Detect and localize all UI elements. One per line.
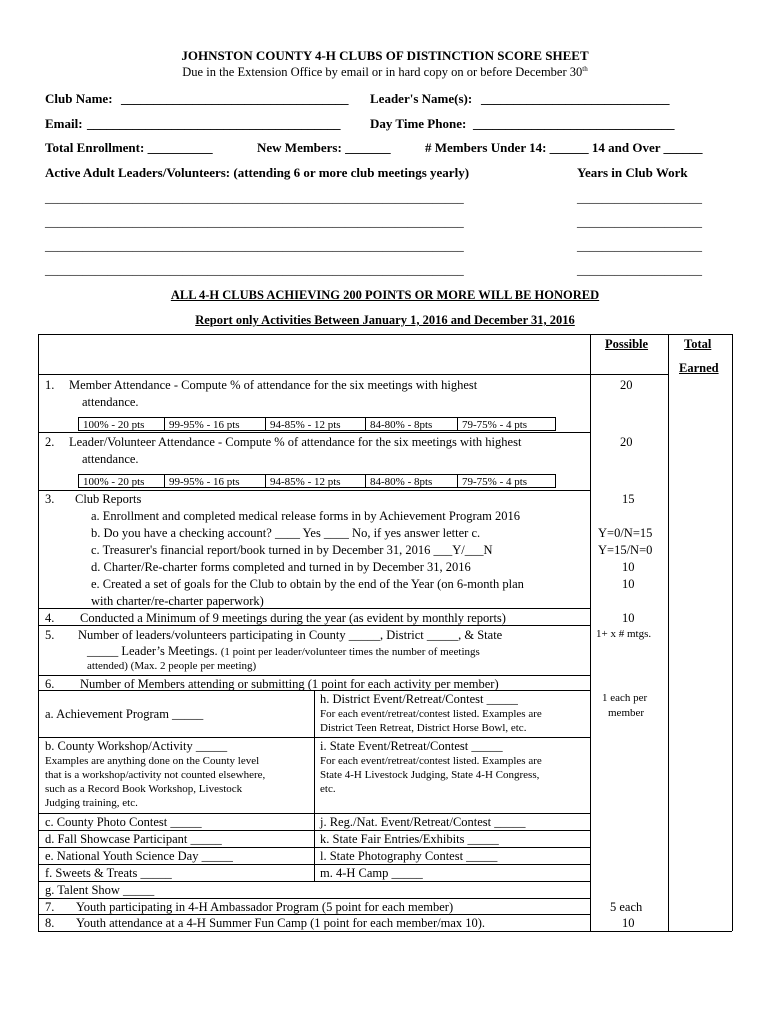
- leader-names-label: Leader's Name(s):: [370, 91, 473, 106]
- leader-line-2[interactable]: ___________________________________________________________________: [45, 215, 464, 229]
- scale-cell: 79-75% - 4 pts: [457, 474, 556, 488]
- email-field[interactable]: _______________________________________: [87, 116, 341, 131]
- day-phone-label: Day Time Phone:: [370, 116, 467, 131]
- club-name-field[interactable]: ___________________________________: [121, 91, 349, 106]
- item6-b-note-4: Judging training, etc.: [45, 797, 138, 809]
- item3-num: 3.: [45, 492, 55, 506]
- item7-possible: 5 each: [610, 900, 643, 914]
- item3-c-points: Y=15/N=0: [598, 543, 653, 557]
- leader-names-field[interactable]: _____________________________: [481, 91, 670, 106]
- item1-num: 1.: [45, 378, 55, 392]
- item6-b-note-3: such as a Record Book Workshop, Livestock: [45, 783, 243, 795]
- item5-note2: attended) (Max. 2 people per meeting): [87, 660, 257, 672]
- club-name-label: Club Name:: [45, 91, 113, 106]
- item6-j: j. Reg./Nat. Event/Retreat/Contest _____: [320, 815, 526, 829]
- item3-d-points: 10: [622, 560, 635, 574]
- report-period-notice: Report only Activities Between January 1, 2016 and December 31, 2016: [195, 313, 575, 327]
- item3-e-points: 10: [622, 577, 635, 591]
- scale-cell: 99-95% - 16 pts: [164, 474, 266, 488]
- scale-cell: 100% - 20 pts: [78, 417, 165, 431]
- members-age-field[interactable]: # Members Under 14: ______ 14 and Over ______: [425, 140, 703, 155]
- years-in-club-label: Years in Club Work: [577, 165, 688, 180]
- due-date-suffix: th: [582, 65, 588, 73]
- item1-text: Member Attendance - Compute % of attendance for the six meetings with highest: [69, 378, 478, 392]
- item6-e: e. National Youth Science Day _____: [45, 849, 233, 863]
- col-possible: Possible: [605, 337, 649, 351]
- item3-possible: 15: [622, 492, 635, 506]
- item8-num: 8.: [45, 916, 55, 930]
- item8-possible: 10: [622, 916, 635, 930]
- item3-e: e. Created a set of goals for the Club to obtain by the end of the Year (on 6-month plan: [91, 577, 524, 591]
- item2-possible: 20: [620, 435, 633, 449]
- item3-e2: with charter/re-charter paperwork): [91, 594, 264, 608]
- item6-a: a. Achievement Program _____: [45, 707, 204, 721]
- item2-text: Leader/Volunteer Attendance - Compute % of attendance for the six meetings with highest: [69, 435, 522, 449]
- scale-cell: 84-80% - 8pts: [365, 474, 458, 488]
- item6-b-note-2: that is a workshop/activity not counted elsewhere,: [45, 769, 266, 781]
- item7-text: Youth participating in 4-H Ambassador Program (5 point for each member): [76, 900, 454, 914]
- item6-possible: 1 each per: [602, 692, 648, 704]
- years-line-2[interactable]: ____________________: [577, 215, 702, 229]
- item3-a: a. Enrollment and completed medical release forms in by Achievement Program 2016: [91, 509, 521, 523]
- item5-line2: [87, 644, 480, 659]
- item4-possible: 10: [622, 611, 635, 625]
- scale-cell: 94-85% - 12 pts: [265, 474, 366, 488]
- item6-m: m. 4-H Camp _____: [320, 866, 423, 880]
- item4-num: 4.: [45, 611, 55, 625]
- page-title: JOHNSTON COUNTY 4-H CLUBS OF DISTINCTION SCORE SHEET: [181, 48, 589, 63]
- item8-text: Youth attendance at a 4-H Summer Fun Camp (1 point for each member/max 10).: [76, 916, 486, 930]
- item6-i-note-1: For each event/retreat/contest listed. Examples are: [320, 755, 542, 767]
- item6-num: 6.: [45, 677, 55, 691]
- col-earned: Earned: [679, 361, 719, 375]
- item6-f: f. Sweets & Treats _____: [45, 866, 172, 880]
- leader-line-1[interactable]: ___________________________________________________________________: [45, 191, 464, 205]
- item6-h-note-1: For each event/retreat/contest listed. Examples are: [320, 708, 542, 720]
- item6-d: d. Fall Showcase Participant _____: [45, 832, 222, 846]
- item3-d: d. Charter/Re-charter forms completed and turned in by December 31, 2016: [91, 560, 471, 574]
- item5-text: Number of leaders/volunteers participating in County _____, District _____, & State: [78, 628, 503, 642]
- item6-possible2: member: [608, 707, 645, 719]
- scale-cell: 94-85% - 12 pts: [265, 417, 366, 431]
- item3-text: Club Reports: [75, 492, 142, 506]
- due-date-note: [0, 65, 770, 80]
- item5-note: (1 point per leader/volunteer times the number of meetings: [220, 646, 480, 658]
- item4-text: Conducted a Minimum of 9 meetings during the year (as evident by monthly reports): [80, 611, 506, 625]
- item3-c: c. Treasurer's financial report/book turned in by December 31, 2016 ___Y/___N: [91, 543, 493, 557]
- item6-i-note-2: State 4-H Livestock Judging, State 4-H Congress,: [320, 769, 540, 781]
- scale-cell: 99-95% - 16 pts: [164, 417, 266, 431]
- item5-text2: _____ Leader’s Meetings.: [87, 644, 218, 658]
- scale-cell: 84-80% - 8pts: [365, 417, 458, 431]
- item6-c: c. County Photo Contest _____: [45, 815, 202, 829]
- item6-k: k. State Fair Entries/Exhibits _____: [320, 832, 499, 846]
- due-date-text: Due in the Extension Office by email or in hard copy on or before December 30: [182, 65, 583, 80]
- item5-num: 5.: [45, 628, 55, 642]
- item6-b-note-1: Examples are anything done on the County level: [45, 755, 260, 767]
- leader-line-4[interactable]: ___________________________________________________________________: [45, 263, 464, 277]
- scale-cell: 79-75% - 4 pts: [457, 417, 556, 431]
- leader-line-3[interactable]: ___________________________________________________________________: [45, 239, 464, 253]
- new-members-field[interactable]: New Members: _______: [257, 140, 391, 155]
- item6-b: b. County Workshop/Activity _____: [45, 739, 228, 753]
- honored-notice: ALL 4-H CLUBS ACHIEVING 200 POINTS OR MORE WILL BE HONORED: [170, 288, 600, 302]
- item7-num: 7.: [45, 900, 55, 914]
- day-phone-field[interactable]: _______________________________: [473, 116, 675, 131]
- item1-possible: 20: [620, 378, 633, 392]
- item2-num: 2.: [45, 435, 55, 449]
- item3-b-points: Y=0/N=15: [598, 526, 653, 540]
- email-label: Email:: [45, 116, 83, 131]
- item6-h: h. District Event/Retreat/Contest _____: [320, 692, 518, 706]
- item6-h-note-2: District Teen Retreat, District Horse Bowl, etc.: [320, 722, 527, 734]
- item5-possible: 1+ x # mtgs.: [596, 628, 652, 640]
- item3-b: b. Do you have a checking account? ____ Yes ____ No, if yes answer letter c.: [91, 526, 481, 540]
- item1-text2: attendance.: [82, 395, 139, 409]
- total-enrollment-field[interactable]: Total Enrollment: __________: [45, 140, 213, 155]
- item6-l: l. State Photography Contest _____: [320, 849, 498, 863]
- active-leaders-label: Active Adult Leaders/Volunteers: (attending 6 or more club meetings yearly): [45, 165, 470, 180]
- item6-i: i. State Event/Retreat/Contest _____: [320, 739, 503, 753]
- item2-text2: attendance.: [82, 452, 139, 466]
- years-line-4[interactable]: ____________________: [577, 263, 702, 277]
- item6-i-note-3: etc.: [320, 783, 336, 795]
- years-line-3[interactable]: ____________________: [577, 239, 702, 253]
- scale-cell: 100% - 20 pts: [78, 474, 165, 488]
- item6-text: Number of Members attending or submitting (1 point for each activity per member): [80, 677, 499, 691]
- item6-g: g. Talent Show _____: [45, 883, 155, 897]
- col-total: Total: [684, 337, 712, 351]
- years-line-1[interactable]: ____________________: [577, 191, 702, 205]
